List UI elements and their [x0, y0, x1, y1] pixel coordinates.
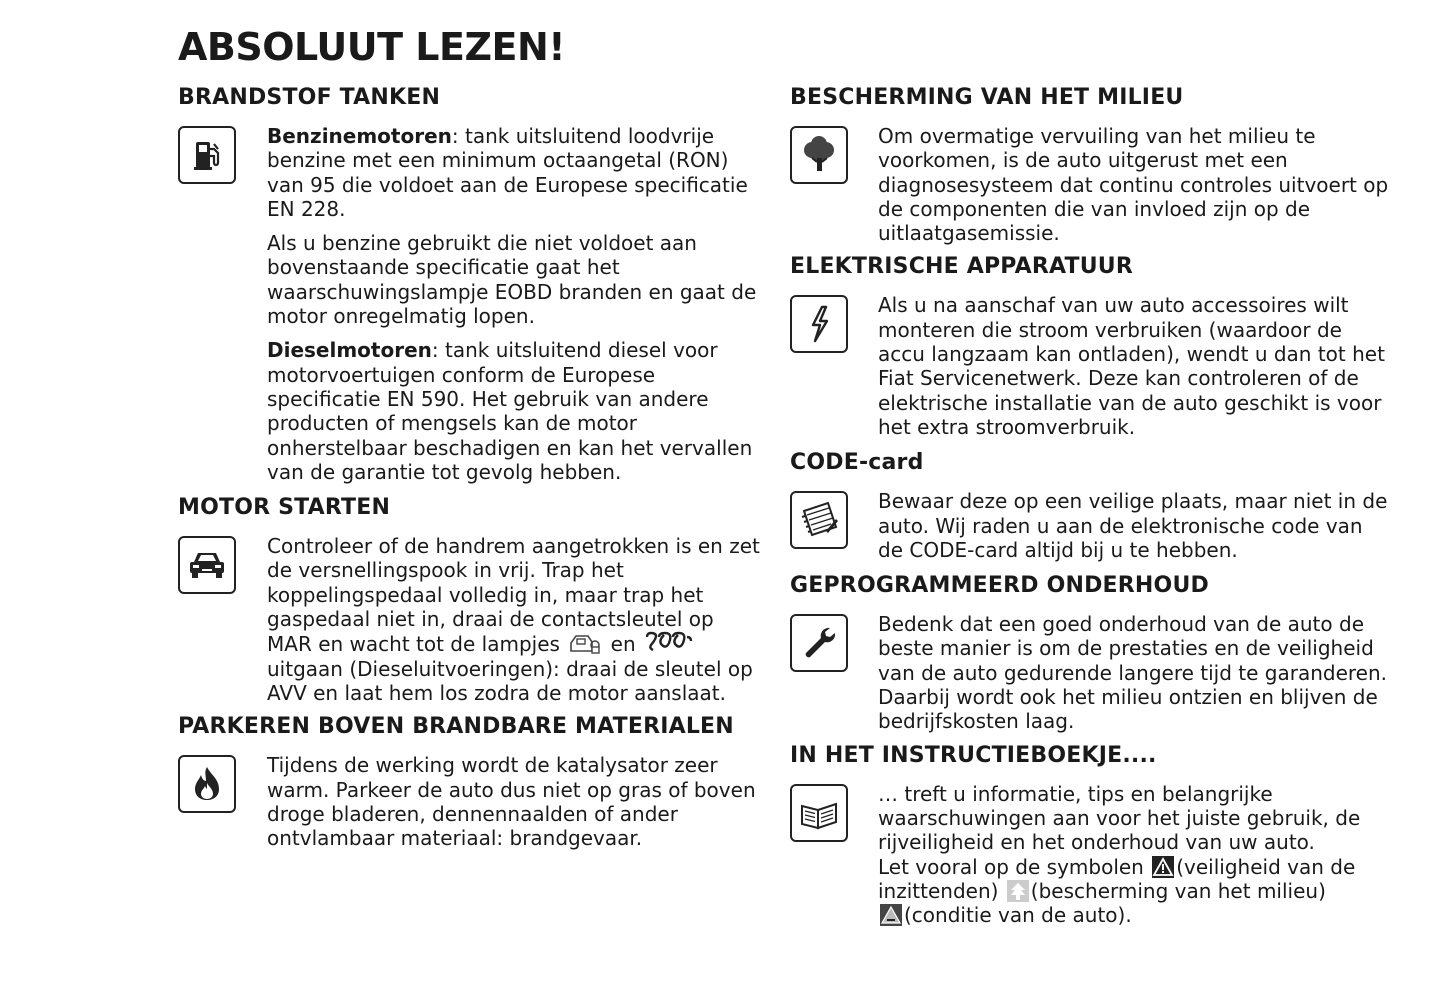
parking-paragraph: Tijdens de werking wordt de katalysator zeer warm. Parkeer de auto dus niet op gras of boven droge bladeren, dennennaalden of ander ontvlambaar materiaal: brandgevaar.	[267, 753, 756, 851]
section-start	[178, 494, 763, 705]
start-text-part2: uitgaan (Dieseluitvoeringen): draai de sleutel op AVV en laat hem los zodra de motor aanslaat.	[267, 656, 753, 705]
safety-symbol-text: (veiligheid van de inzittenden)	[878, 854, 1356, 903]
section-heading-parking: PARKEREN BOVEN BRANDBARE MATERIALEN	[178, 714, 734, 740]
manual-paragraph	[878, 782, 1390, 928]
immobilizer-warning-icon	[568, 631, 602, 655]
section-heading-maintenance: GEPROGRAMMEERD ONDERHOUD	[790, 573, 1209, 599]
section-heading-fuel: BRANDSTOF TANKEN	[178, 85, 441, 110]
section-manual	[790, 742, 1390, 928]
manual-intro-text: … treft u informatie, tips en belangrijke waarschuwingen aan voor het juiste gebruik, de rijveiligheid en het onderhoud van uw auto.	[878, 781, 1361, 855]
section-fuel	[178, 84, 763, 484]
wrench-icon	[790, 614, 848, 672]
safety-warning-icon	[1152, 856, 1174, 878]
section-heading-code-card: CODE-card	[790, 450, 924, 476]
page-title: ABSOLUUT LEZEN!	[178, 25, 566, 69]
fuel-pump-icon	[178, 126, 236, 184]
start-paragraph	[267, 534, 763, 705]
section-maintenance	[790, 572, 1390, 733]
section-parking	[178, 713, 763, 850]
section-environment	[790, 84, 1390, 245]
diesel-label: Dieselmotoren	[267, 338, 432, 363]
open-book-icon	[790, 784, 848, 842]
fuel-warning-paragraph: Als u benzine gebruikt die niet voldoet aan bovenstaande specificatie gaat het waarschuwingslampje EOBD branden en gaat de motor onregelmatig lopen.	[267, 231, 757, 329]
electrical-paragraph: Als u na aanschaf van uw auto accessoires wilt monteren die stroom verbruiken (waardoor de accu langzaam kan ontladen), wendt u dan tot het Fiat Servicenetwerk. Deze kan controleren of de elektrische installatie van de auto geschikt is voor het extra stroomverbruik.	[878, 293, 1385, 439]
glow-plug-icon	[644, 631, 694, 655]
tree-icon	[790, 126, 848, 184]
section-heading-environment: BESCHERMING VAN HET MILIEU	[790, 85, 1184, 110]
diesel-text: : tank uitsluitend diesel voor motorvoertuigen conform de Europese specificatie EN 590. Het gebruik van andere producten of mengsels kan de motor onherstelbaar beschadigen en kan het vervallen van de garantie tot gevolg hebben.	[267, 338, 753, 484]
manual-symbols-text: Let vooral op de symbolen	[878, 854, 1144, 879]
environment-paragraph: Om overmatige vervuiling van het milieu te voorkomen, is de auto uitgerust met een diagnosesysteem dat continu controles uitvoert op de componenten die van invloed zijn op de uitlaatgasemissie.	[878, 124, 1389, 246]
environment-symbol-icon	[1007, 880, 1029, 902]
petrol-label: Benzinemotoren	[267, 124, 452, 148]
car-condition-text: (conditie van de auto).	[904, 903, 1132, 928]
lightning-icon	[790, 295, 848, 353]
start-text-and: en	[610, 632, 636, 657]
code-card-paragraph: Bewaar deze op een veilige plaats, maar niet in de auto. Wij raden u aan de elektronische code van de CODE-card altijd bij u te hebben.	[878, 489, 1388, 562]
car-icon	[178, 536, 236, 594]
maintenance-paragraph: Bedenk dat een goed onderhoud van de auto de beste manier is om de prestaties en de veiligheid van de auto gedurende langere tijd te garanderen. Daarbij wordt ook het milieu ontzien en blijven de bedrijfskosten laag.	[878, 612, 1388, 734]
fuel-diesel-paragraph	[267, 338, 763, 484]
section-code-card	[790, 449, 1390, 562]
right-column	[790, 84, 1390, 927]
fuel-petrol-paragraph	[267, 124, 763, 221]
environment-symbol-text: (bescherming van het milieu)	[1030, 878, 1326, 903]
flame-icon	[178, 755, 236, 813]
notebook-icon	[790, 491, 848, 549]
section-electrical	[790, 253, 1390, 439]
section-heading-start: MOTOR STARTEN	[178, 495, 391, 521]
car-condition-icon	[880, 904, 902, 926]
section-heading-electrical: ELEKTRISCHE APPARATUUR	[790, 254, 1133, 280]
petrol-text: : tank uitsluitend loodvrije benzine met een minimum octaangetal (RON) van 95 die voldoet aan de Europese specificatie EN 228.	[267, 124, 748, 221]
left-column	[178, 84, 763, 850]
section-heading-manual: IN HET INSTRUCTIEBOEKJE....	[790, 742, 1157, 768]
start-text-part1: Controleer of de handrem aangetrokken is en zet de versnellingspook in vrij. Trap het koppelingspedaal volledig in, maar trap het gaspedaal niet in, draai de contactsleutel op MAR en wacht tot de lampjes	[267, 534, 760, 657]
